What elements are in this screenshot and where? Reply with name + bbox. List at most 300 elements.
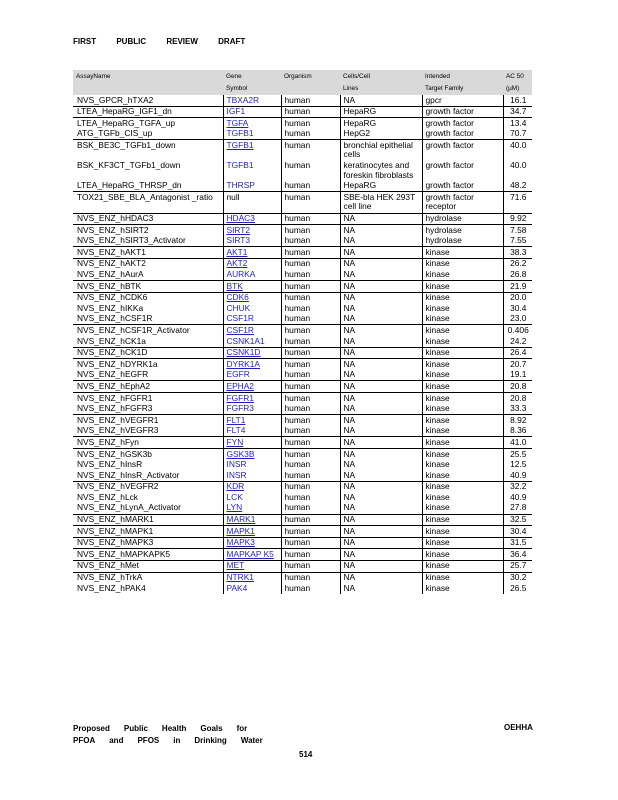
- organism-cell: human: [281, 347, 340, 359]
- table-row: [73, 181, 532, 192]
- assay-cell: BSK_KF3CT_TGFb1_down: [73, 161, 223, 181]
- draft-header: [73, 37, 263, 46]
- target-family-cell: kinase: [422, 583, 503, 594]
- gene-symbol: INSR: [226, 459, 247, 470]
- gene-symbol-cell[interactable]: [223, 514, 281, 526]
- cells-cell: NA: [340, 225, 422, 236]
- cells-cell: bronchial epithelial cells: [340, 140, 422, 161]
- gene-symbol-cell[interactable]: [223, 225, 281, 236]
- organism-cell: human: [281, 514, 340, 526]
- gene-symbol-cell: [223, 460, 281, 471]
- target-family-cell: growth factor: [422, 129, 503, 140]
- assay-cell: NVS_ENZ_hMARK1: [73, 514, 223, 526]
- target-family-cell: kinase: [422, 247, 503, 259]
- cells-cell: NA: [340, 481, 422, 492]
- gene-symbol-cell[interactable]: [223, 140, 281, 161]
- col-header-family: Intended Target Family: [422, 70, 503, 95]
- organism-cell: human: [281, 437, 340, 449]
- organism-cell: human: [281, 281, 340, 293]
- table-row: [73, 129, 532, 140]
- organism-cell: human: [281, 95, 340, 106]
- cells-cell: NA: [340, 270, 422, 281]
- gene-symbol-cell[interactable]: [223, 437, 281, 449]
- ac50-cell: 30.4: [510, 302, 527, 313]
- assay-cell: LTEA_HepaRG_THRSP_dn: [73, 181, 223, 192]
- ac50-cell: 7.58: [503, 225, 532, 236]
- gene-symbol-cell: [223, 370, 281, 381]
- cells-cell: NA: [340, 526, 422, 538]
- ac50-cell: 20.0: [503, 292, 532, 303]
- target-family-cell: kinase: [422, 270, 503, 281]
- gene-symbol: IGF1: [226, 106, 246, 117]
- organism-cell: human: [281, 129, 340, 140]
- organism-cell: human: [281, 481, 340, 492]
- ac50-cell: 34.7: [503, 106, 532, 118]
- assay-cell: NVS_ENZ_hEGFR: [73, 370, 223, 381]
- target-family-cell: kinase: [422, 449, 503, 460]
- ac50-cell: 31.5: [503, 537, 532, 549]
- assay-cell: NVS_ENZ_hCK1a: [73, 336, 223, 347]
- organism-cell: human: [281, 572, 340, 583]
- gene-symbol: AURKA: [226, 269, 256, 279]
- ac50-cell: 38.3: [503, 247, 532, 259]
- cells-cell: NA: [340, 560, 422, 572]
- ac50-cell: 12.5: [510, 459, 527, 470]
- table-row: [73, 192, 532, 213]
- col-header-assay: AssayName: [73, 70, 223, 95]
- organism-cell: human: [281, 292, 340, 303]
- header-word: DRAFT: [218, 37, 246, 46]
- gene-symbol-cell: [223, 95, 281, 106]
- table-row: [73, 336, 532, 347]
- target-family-cell: kinase: [422, 347, 503, 359]
- table-header-row: [73, 70, 532, 95]
- target-family-cell: hydrolase: [422, 213, 503, 225]
- organism-cell: human: [281, 404, 340, 415]
- gene-symbol: CSF1R: [226, 313, 254, 324]
- gene-symbol-cell[interactable]: [223, 118, 281, 129]
- ac50-cell: 48.2: [510, 180, 527, 191]
- gene-symbol-cell[interactable]: [223, 258, 281, 269]
- target-family-cell: kinase: [422, 526, 503, 538]
- assay-table: [73, 70, 532, 594]
- ac50-cell: 9.92: [503, 213, 532, 225]
- ac50-cell: 7.55: [510, 235, 527, 246]
- assay-cell: NVS_ENZ_hLynA_Activator: [73, 503, 223, 514]
- cells-cell: SBE-bla HEK 293T cell line: [340, 192, 422, 213]
- gene-symbol: SIRT3: [226, 235, 251, 246]
- cells-cell: NA: [340, 314, 422, 325]
- table-row: [73, 225, 532, 236]
- target-family-cell: kinase: [422, 437, 503, 449]
- cells-cell: keratinocytes and foreskin fibroblasts: [340, 161, 422, 181]
- cells-cell: NA: [340, 381, 422, 393]
- cells-cell: NA: [340, 370, 422, 381]
- ac50-cell: 40.0: [510, 160, 527, 171]
- gene-symbol-cell[interactable]: [223, 325, 281, 336]
- target-family-cell: kinase: [422, 560, 503, 572]
- assay-cell: NVS_ENZ_hTrkA: [73, 572, 223, 583]
- table-row: [73, 370, 532, 381]
- assay-cell: NVS_ENZ_hIKKa: [73, 303, 223, 314]
- cells-cell: NA: [340, 583, 422, 594]
- assay-cell: NVS_ENZ_hSIRT3_Activator: [73, 236, 223, 247]
- cells-cell: NA: [340, 247, 422, 259]
- gene-link[interactable]: FYN: [226, 436, 244, 447]
- gene-link[interactable]: MAPKAP K5: [226, 548, 274, 559]
- target-family-cell: kinase: [422, 404, 503, 415]
- gene-symbol: CSNK1A1: [226, 335, 265, 346]
- gene-symbol-cell: [223, 161, 281, 181]
- gene-symbol: TGFB1: [226, 128, 254, 139]
- ac50-cell: 21.9: [503, 281, 532, 293]
- gene-symbol-cell[interactable]: [223, 292, 281, 303]
- assay-cell: NVS_ENZ_hGSK3b: [73, 449, 223, 460]
- gene-symbol-cell[interactable]: [223, 347, 281, 359]
- gene-symbol-cell[interactable]: [223, 393, 281, 404]
- cells-cell: NA: [340, 347, 422, 359]
- ac50-cell: 25.5: [503, 449, 532, 460]
- cells-cell: NA: [340, 95, 422, 106]
- cells-cell: NA: [340, 404, 422, 415]
- organism-cell: human: [281, 161, 340, 181]
- table-row: [73, 393, 532, 404]
- organism-cell: human: [281, 181, 340, 192]
- assay-cell: NVS_ENZ_hCK1D: [73, 347, 223, 359]
- gene-symbol-cell: [223, 492, 281, 503]
- gene-symbol: FGFR3: [226, 403, 254, 414]
- gene-link[interactable]: TGFA: [226, 117, 249, 128]
- gene-symbol: TBXA2R: [226, 94, 260, 105]
- organism-cell: human: [281, 449, 340, 460]
- gene-link[interactable]: KDR: [226, 481, 245, 492]
- ac50-cell: 20.7: [503, 359, 532, 370]
- gene-symbol-cell: [223, 106, 281, 118]
- gene-symbol: null: [226, 191, 240, 202]
- table-row: [73, 95, 532, 106]
- gene-link[interactable]: BTK: [226, 280, 243, 291]
- assay-cell: NVS_ENZ_hAurA: [73, 270, 223, 281]
- gene-symbol-cell[interactable]: [223, 359, 281, 370]
- document-footer: [73, 723, 277, 747]
- assay-cell: NVS_ENZ_hVEGFR3: [73, 426, 223, 437]
- cells-cell: NA: [340, 258, 422, 269]
- target-family-cell: kinase: [422, 359, 503, 370]
- cells-cell: NA: [340, 470, 422, 481]
- gene-symbol-cell: [223, 314, 281, 325]
- gene-symbol-cell[interactable]: [223, 537, 281, 549]
- table-row: [73, 381, 532, 393]
- target-family-cell: kinase: [422, 492, 503, 503]
- table-row: [73, 325, 532, 336]
- target-family-cell: growth factor: [422, 106, 503, 118]
- assay-cell: NVS_ENZ_hEphA2: [73, 381, 223, 393]
- target-family-cell: kinase: [422, 514, 503, 526]
- assay-cell: NVS_ENZ_hMAPK1: [73, 526, 223, 538]
- table-row: [73, 359, 532, 370]
- table-row: [73, 481, 532, 492]
- cells-cell: NA: [340, 236, 422, 247]
- ac50-cell: 41.0: [503, 437, 532, 449]
- ac50-cell: 25.7: [503, 560, 532, 572]
- assay-cell: NVS_ENZ_hMet: [73, 560, 223, 572]
- ac50-cell: 26.5: [510, 582, 527, 593]
- ac50-cell: 24.2: [510, 335, 527, 346]
- col-header-ac50: AC 50 (µM): [503, 70, 532, 95]
- target-family-cell: kinase: [422, 393, 503, 404]
- cells-cell: NA: [340, 460, 422, 471]
- table-row: [73, 426, 532, 437]
- assay-cell: BSK_BE3C_TGFb1_down: [73, 140, 223, 161]
- gene-symbol-cell: [223, 192, 281, 213]
- table-row: [73, 460, 532, 471]
- gene-symbol-cell: [223, 181, 281, 192]
- gene-symbol: INSR: [226, 469, 247, 480]
- gene-symbol: EGFR: [226, 369, 250, 380]
- cells-cell: NA: [340, 303, 422, 314]
- assay-cell: NVS_ENZ_hMAPKAPK5: [73, 549, 223, 561]
- table-row: [73, 258, 532, 269]
- table-row: [73, 236, 532, 247]
- assay-cell: NVS_ENZ_hCDK6: [73, 292, 223, 303]
- organism-cell: human: [281, 140, 340, 161]
- header-word: PUBLIC: [116, 37, 147, 46]
- gene-link[interactable]: MAPK3: [226, 537, 255, 548]
- gene-link[interactable]: CSF1R: [226, 324, 254, 335]
- target-family-cell: kinase: [422, 415, 503, 426]
- ac50-cell: 30.2: [503, 572, 532, 583]
- target-family-cell: kinase: [422, 470, 503, 481]
- organism-cell: human: [281, 118, 340, 129]
- cells-cell: NA: [340, 492, 422, 503]
- organism-cell: human: [281, 314, 340, 325]
- target-family-cell: gpcr: [422, 95, 503, 106]
- cells-cell: HepaRG: [340, 118, 422, 129]
- cells-cell: NA: [340, 572, 422, 583]
- gene-symbol: CHUK: [226, 302, 251, 313]
- gene-symbol-cell: [223, 336, 281, 347]
- target-family-cell: growth factor: [422, 118, 503, 129]
- gene-symbol-cell[interactable]: [223, 549, 281, 561]
- organism-cell: human: [281, 258, 340, 269]
- assay-cell: NVS_ENZ_hCSF1R: [73, 314, 223, 325]
- gene-symbol-cell[interactable]: [223, 281, 281, 293]
- assay-cell: NVS_ENZ_hAKT2: [73, 258, 223, 269]
- gene-link[interactable]: AKT2: [226, 258, 248, 269]
- assay-cell: LTEA_HepaRG_IGF1_dn: [73, 106, 223, 118]
- gene-symbol-cell[interactable]: [223, 572, 281, 583]
- cells-cell: HepaRG: [340, 106, 422, 118]
- assay-cell: NVS_ENZ_hInsR: [73, 460, 223, 471]
- col-header-organism: Organism: [281, 70, 340, 95]
- gene-symbol-cell: [223, 426, 281, 437]
- organism-cell: human: [281, 393, 340, 404]
- assay-cell: NVS_ENZ_hFGFR3: [73, 404, 223, 415]
- table-row: [73, 314, 532, 325]
- col-header-cells: Cells/Cell Lines: [340, 70, 422, 95]
- cells-cell: HepaRG: [340, 181, 422, 192]
- header-word: FIRST: [73, 37, 97, 46]
- gene-link[interactable]: TGFB1: [226, 139, 254, 150]
- gene-symbol-cell: [223, 470, 281, 481]
- ac50-cell: 23.0: [510, 313, 527, 324]
- gene-link[interactable]: LYN: [226, 502, 243, 513]
- table-row: [73, 140, 532, 161]
- organism-cell: human: [281, 225, 340, 236]
- target-family-cell: kinase: [422, 325, 503, 336]
- table-row: [73, 437, 532, 449]
- organism-cell: human: [281, 325, 340, 336]
- gene-link[interactable]: CSNK1D: [226, 347, 261, 358]
- organism-cell: human: [281, 370, 340, 381]
- ac50-cell: 30.4: [503, 526, 532, 538]
- gene-symbol-cell[interactable]: [223, 213, 281, 225]
- ac50-cell: 20.8: [503, 393, 532, 404]
- table-row: [73, 292, 532, 303]
- ac50-cell: 16.1: [510, 94, 527, 105]
- gene-link[interactable]: MARK1: [226, 514, 256, 525]
- gene-symbol-cell[interactable]: [223, 415, 281, 426]
- ac50-cell: 70.7: [510, 128, 527, 139]
- assay-cell: NVS_GPCR_hTXA2: [73, 95, 223, 106]
- gene-symbol: THRSP: [226, 180, 255, 191]
- gene-link[interactable]: FLT1: [226, 414, 246, 425]
- ac50-cell: 32.2: [503, 481, 532, 492]
- table-row: [73, 161, 532, 181]
- gene-link[interactable]: FGFR1: [226, 392, 254, 403]
- gene-link[interactable]: EPHA2: [226, 380, 254, 391]
- organism-cell: human: [281, 549, 340, 561]
- cells-cell: NA: [340, 325, 422, 336]
- gene-symbol-cell: [223, 236, 281, 247]
- table-row: [73, 572, 532, 583]
- ac50-cell: 33.3: [510, 403, 527, 414]
- target-family-cell: hydrolase: [422, 225, 503, 236]
- assay-cell: NVS_ENZ_hHDAC3: [73, 213, 223, 225]
- organism-cell: human: [281, 336, 340, 347]
- target-family-cell: kinase: [422, 281, 503, 293]
- gene-link[interactable]: AKT1: [226, 246, 248, 257]
- gene-link[interactable]: NTRK1: [226, 572, 254, 583]
- table-row: [73, 347, 532, 359]
- assay-cell: NVS_ENZ_hFyn: [73, 437, 223, 449]
- footer-line-1: Proposed Public Health Goals for: [73, 724, 248, 733]
- assay-cell: NVS_ENZ_hLck: [73, 492, 223, 503]
- cells-cell: NA: [340, 281, 422, 293]
- ac50-cell: 71.6: [503, 192, 532, 213]
- organism-cell: human: [281, 303, 340, 314]
- target-family-cell: kinase: [422, 572, 503, 583]
- target-family-cell: kinase: [422, 426, 503, 437]
- gene-symbol-cell[interactable]: [223, 526, 281, 538]
- gene-symbol-cell[interactable]: [223, 247, 281, 259]
- organism-cell: human: [281, 247, 340, 259]
- table-row: [73, 492, 532, 503]
- table-row: [73, 281, 532, 293]
- assay-cell: NVS_ENZ_hFGFR1: [73, 393, 223, 404]
- table-row: [73, 449, 532, 460]
- gene-link[interactable]: SIRT2: [226, 224, 251, 235]
- gene-link[interactable]: MET: [226, 560, 245, 571]
- table-row: [73, 549, 532, 561]
- cells-cell: NA: [340, 549, 422, 561]
- gene-symbol-cell[interactable]: [223, 449, 281, 460]
- gene-symbol-cell[interactable]: [223, 560, 281, 572]
- ac50-cell: 26.4: [503, 347, 532, 359]
- gene-symbol-cell: [223, 270, 281, 281]
- target-family-cell: kinase: [422, 314, 503, 325]
- organism-cell: human: [281, 460, 340, 471]
- gene-link[interactable]: DYRK1A: [226, 358, 261, 369]
- gene-link[interactable]: CDK6: [226, 292, 249, 303]
- target-family-cell: kinase: [422, 292, 503, 303]
- ac50-cell: 26.8: [510, 269, 527, 279]
- target-family-cell: growth factor: [422, 181, 503, 192]
- cells-cell: NA: [340, 437, 422, 449]
- target-family-cell: growth factor: [422, 161, 503, 181]
- gene-link[interactable]: MAPK1: [226, 525, 255, 536]
- table-row: [73, 470, 532, 481]
- organism-cell: human: [281, 492, 340, 503]
- organism-cell: human: [281, 560, 340, 572]
- organism-cell: human: [281, 537, 340, 549]
- ac50-cell: 13.4: [503, 118, 532, 129]
- target-family-cell: kinase: [422, 381, 503, 393]
- cells-cell: NA: [340, 393, 422, 404]
- organism-cell: human: [281, 415, 340, 426]
- table-row: [73, 247, 532, 259]
- table-row: [73, 415, 532, 426]
- target-family-cell: kinase: [422, 537, 503, 549]
- organism-cell: human: [281, 270, 340, 281]
- cells-cell: NA: [340, 336, 422, 347]
- assay-cell: NVS_ENZ_hAKT1: [73, 247, 223, 259]
- assay-cell: NVS_ENZ_hBTK: [73, 281, 223, 293]
- table-row: [73, 503, 532, 514]
- gene-symbol-cell: [223, 404, 281, 415]
- gene-symbol: TGFB1: [226, 160, 254, 171]
- gene-symbol: PAK4: [226, 582, 248, 593]
- organism-cell: human: [281, 470, 340, 481]
- ac50-cell: 8.92: [503, 415, 532, 426]
- target-family-cell: growth factor receptor: [422, 192, 503, 213]
- assay-cell: NVS_ENZ_hSIRT2: [73, 225, 223, 236]
- cells-cell: NA: [340, 514, 422, 526]
- table-row: [73, 583, 532, 594]
- gene-symbol-cell[interactable]: [223, 381, 281, 393]
- target-family-cell: kinase: [422, 336, 503, 347]
- footer-line-2: PFOA and PFOS in Drinking Water: [73, 736, 263, 745]
- cells-cell: NA: [340, 503, 422, 514]
- ac50-cell: 32.5: [503, 514, 532, 526]
- target-family-cell: growth factor: [422, 140, 503, 161]
- header-word: REVIEW: [166, 37, 198, 46]
- organism-cell: human: [281, 236, 340, 247]
- organism-cell: human: [281, 583, 340, 594]
- gene-link[interactable]: HDAC3: [226, 213, 255, 224]
- ac50-cell: 20.8: [503, 381, 532, 393]
- organism-cell: human: [281, 381, 340, 393]
- gene-symbol-cell[interactable]: [223, 503, 281, 514]
- gene-link[interactable]: GSK3B: [226, 448, 255, 459]
- target-family-cell: kinase: [422, 460, 503, 471]
- organism-cell: human: [281, 503, 340, 514]
- assay-cell: ATG_TGFb_CIS_up: [73, 129, 223, 140]
- gene-symbol-cell[interactable]: [223, 481, 281, 492]
- organism-cell: human: [281, 106, 340, 118]
- assay-cell: NVS_ENZ_hInsR_Activator: [73, 470, 223, 481]
- organism-cell: human: [281, 192, 340, 213]
